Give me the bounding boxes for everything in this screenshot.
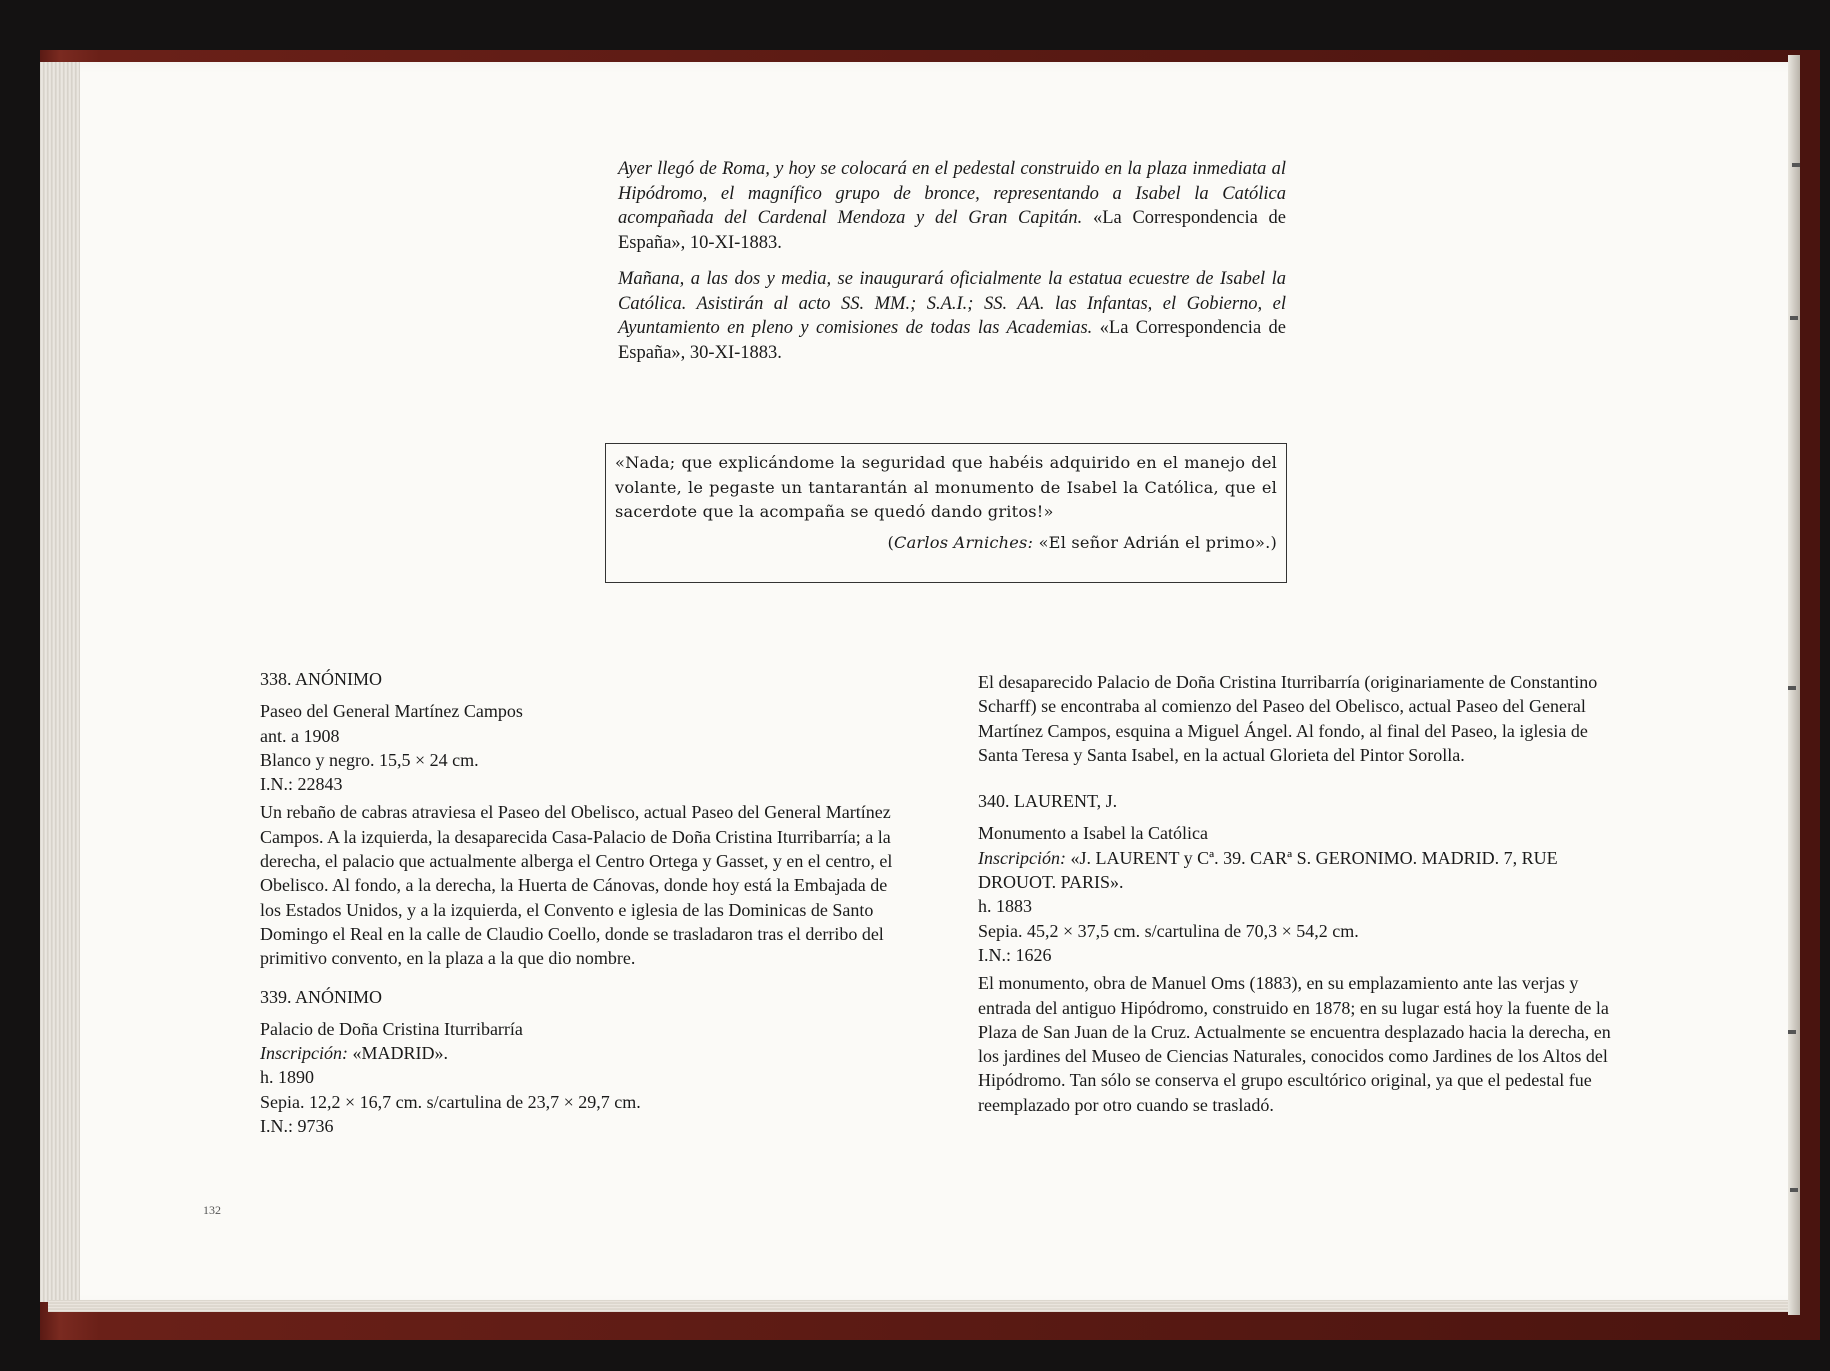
boxed-quote <box>605 443 1287 583</box>
entry-338-heading: 338. ANÓNIMO <box>260 669 383 689</box>
entry-338-description: Un rebaño de cabras atraviesa el Paseo del Obelisco, actual Paseo del General Martínez Campos. A la izquierda, la desaparecida Casa-Palacio de Doña Cristina Iturribarría; a la derecha, el palacio que actualmente alberga el Centro Ortega y Gasset, y en el centro, el Obelisco. Al fondo, a la derecha, la Huerta de Cánovas, donde hoy está la Embajada de los Estados Unidos, y a la izquierda, el Convento e iglesia de las Dominicas de Santo Domingo el Real en la calle de Claudio Coello, donde se trasladaron tras el derribo del primitivo convento, en la plaza a la que dio nombre. <box>260 802 893 969</box>
entry-340-inscription-text: «J. LAURENT y Cª. 39. CARª S. GERONIMO. MADRID. 7, RUE DROUOT. PARIS». <box>978 847 1558 893</box>
entry-340-inscription <box>978 846 1628 895</box>
entry-340-description: El monumento, obra de Manuel Oms (1883), en su emplazamiento ante las verjas y entrada del antiguo Hipódromo, construido en 1878; en su lugar está hoy la fuente de la Plaza de San Juan de la Cruz. Actualmente se encuentra desplazado hacia la derecha, en los jardines del Museo de Ciencias Naturales, conocidos como Jardines de los Altos del Hipódromo. Tan sólo se conserva el grupo escultórico original, ya que el pedestal fue reemplazado por otro cuando se trasladó. <box>978 973 1611 1115</box>
quote-2 <box>618 267 1286 365</box>
page-stack-bottom <box>48 1300 1788 1312</box>
entry-340-technique: Sepia. 45,2 × 37,5 cm. s/cartulina de 70,3 × 54,2 cm. <box>978 920 1359 941</box>
entry-339-technique: Sepia. 12,2 × 16,7 cm. s/cartulina de 23,7 × 29,7 cm. <box>260 1091 641 1112</box>
entry-340-inventory: I.N.: 1626 <box>978 944 1052 965</box>
quote-1-source: «La Correspondencia de España», 10-XI-1883. <box>618 208 1286 253</box>
margin-tick <box>1792 163 1800 167</box>
margin-tick <box>1788 686 1796 690</box>
boxed-quote-text: «Nada; que explicándome la seguridad que habéis adquirido en el manejo del volante, le pegaste un tantarantán al monumento de Isabel la Católica, que el sacerdote que la acompaña se quedó dando gritos!» <box>615 453 1277 521</box>
entry-338-technique: Blanco y negro. 15,5 × 24 cm. <box>260 749 479 770</box>
boxed-quote-source: (Carlos Arniches: «El señor Adrián el primo».) <box>887 532 1277 552</box>
quote-1 <box>618 157 1286 255</box>
page-edge-right <box>1788 55 1800 1315</box>
entry-339-inscription-text: «MADRID». <box>352 1043 448 1064</box>
entry-339-inscription-label: Inscripción: <box>260 1043 348 1064</box>
entry-338-date: ant. a 1908 <box>260 725 340 746</box>
entry-338-title: Paseo del General Martínez Campos <box>260 701 523 722</box>
left-column <box>260 667 906 1138</box>
entry-339-title: Palacio de Doña Cristina Iturribarría <box>260 1018 523 1039</box>
entry-340-date: h. 1883 <box>978 896 1032 917</box>
quote-2-source: «La Correspondencia de España», 30-XI-1883. <box>618 318 1286 363</box>
quote-2-text: Mañana, a las dos y media, se inaugurará oficialmente la estatua ecuestre de Isabel la Católica. Asistirán al acto SS. MM.; S.A.I.; SS. AA. las Infantas, el Gobierno, el Ayuntamiento en pleno y comisiones de todas las Academias. <box>618 269 1286 338</box>
entry-339-heading: 339. ANÓNIMO <box>260 986 383 1007</box>
entry-339-inventory: I.N.: 9736 <box>260 1116 334 1137</box>
quote-1-text: Ayer llegó de Roma, y hoy se colocará en el pedestal construido en la plaza inmediata al Hipódromo, el magnífico grupo de bronce, representando a Isabel la Católica acompañada del Cardenal Mendoza y del Gran Capitán. <box>618 159 1286 228</box>
margin-tick <box>1790 316 1798 320</box>
top-quotes <box>618 157 1286 365</box>
entry-339-date: h. 1890 <box>260 1067 314 1088</box>
entry-340-inscription-label: Inscripción: <box>978 847 1066 868</box>
entry-340-heading: 340. LAURENT, J. <box>978 791 1118 812</box>
boxed-quote-work: «El señor Adrián el primo».) <box>1038 532 1277 552</box>
page-number: 132 <box>203 1203 221 1217</box>
right-column <box>978 670 1628 1117</box>
boxed-quote-author: Carlos Arniches: <box>894 532 1034 552</box>
page-stack-left <box>40 62 80 1302</box>
entry-339-description: El desaparecido Palacio de Doña Cristina Iturribarría (originariamente de Constantino Scharff) se encontraba al comienzo del Paseo del Obelisco, actual Paseo del General Martínez Campos, esquina a Miguel Ángel. Al fondo, al final del Paseo, la iglesia de Santa Teresa y Santa Isabel, en la actual Glorieta del Pintor Sorolla. <box>978 672 1598 765</box>
entry-338-inventory: I.N.: 22843 <box>260 774 343 795</box>
margin-tick <box>1788 1030 1796 1034</box>
entry-340-title: Monumento a Isabel la Católica <box>978 823 1208 844</box>
entry-339-inscription <box>260 1041 906 1065</box>
margin-tick <box>1790 1188 1798 1192</box>
